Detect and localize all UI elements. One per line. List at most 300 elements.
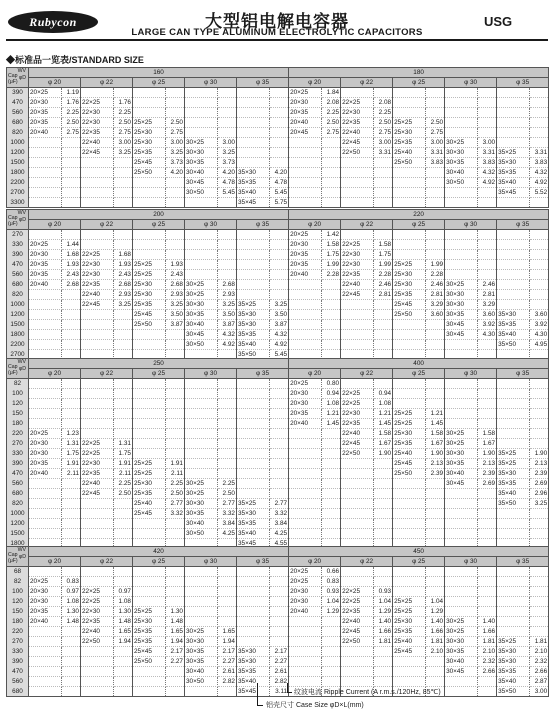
- case-size-cell: 25×25: [393, 409, 426, 419]
- case-size-cell: 20×30: [289, 597, 322, 607]
- ripple-current-cell: [478, 677, 497, 687]
- case-size-cell: [341, 230, 374, 240]
- ripple-current-cell: [114, 567, 133, 577]
- case-size-cell: [497, 88, 530, 98]
- ripple-current-cell: 2.32: [478, 657, 497, 667]
- case-size-cell: [185, 449, 218, 459]
- case-size-cell: 30×25: [185, 290, 218, 300]
- table-row: [7, 607, 549, 617]
- case-size-cell: [133, 429, 166, 439]
- ripple-current-cell: 3.60: [478, 310, 497, 320]
- ripple-current-cell: 0.83: [62, 577, 81, 587]
- ripple-current-cell: 3.31: [374, 148, 393, 158]
- case-size-cell: [29, 168, 62, 178]
- ripple-current-cell: [62, 168, 81, 178]
- ripple-current-cell: [270, 577, 289, 587]
- case-size-cell: [237, 270, 270, 280]
- capacitance-cell: 120: [7, 399, 29, 409]
- ripple-current-cell: [270, 429, 289, 439]
- diameter-header: φ 22: [81, 557, 133, 567]
- diameter-header: φ 22: [81, 369, 133, 379]
- ripple-current-cell: 1.45: [374, 419, 393, 429]
- capacitance-cell: 220: [7, 627, 29, 637]
- case-size-cell: [237, 489, 270, 499]
- case-size-cell: 30×25: [185, 280, 218, 290]
- ripple-current-cell: [218, 607, 237, 617]
- case-size-cell: [289, 529, 322, 539]
- ripple-current-cell: 1.99: [322, 260, 341, 270]
- ripple-current-cell: [374, 340, 393, 350]
- ripple-current-cell: 2.75: [374, 128, 393, 138]
- case-size-cell: 25×35: [133, 637, 166, 647]
- case-size-cell: 25×45: [393, 459, 426, 469]
- table-row: [7, 188, 549, 198]
- ripple-current-cell: [322, 168, 341, 178]
- ripple-current-cell: [322, 178, 341, 188]
- ripple-current-cell: [62, 499, 81, 509]
- ripple-current-cell: [218, 389, 237, 399]
- case-size-cell: 25×25: [133, 270, 166, 280]
- ripple-current-cell: 2.25: [114, 108, 133, 118]
- case-size-cell: [497, 419, 530, 429]
- diameter-header: φ 25: [393, 78, 445, 88]
- ripple-current-cell: [114, 379, 133, 389]
- ripple-current-cell: [530, 138, 549, 148]
- ripple-current-cell: [374, 677, 393, 687]
- ripple-current-cell: 2.50: [114, 489, 133, 499]
- case-size-cell: [29, 300, 62, 310]
- diameter-header: φ 20: [29, 78, 81, 88]
- ripple-current-cell: [322, 449, 341, 459]
- diameter-header: φ 20: [29, 220, 81, 230]
- case-size-cell: 30×40: [445, 168, 478, 178]
- case-size-cell: [289, 280, 322, 290]
- ripple-current-cell: [62, 567, 81, 577]
- ripple-current-cell: [530, 617, 549, 627]
- ripple-current-cell: [270, 379, 289, 389]
- case-size-cell: 22×35: [81, 469, 114, 479]
- capacitance-cell: 120: [7, 597, 29, 607]
- case-size-cell: [237, 389, 270, 399]
- case-size-cell: [133, 188, 166, 198]
- table-row: [7, 280, 549, 290]
- ripple-current-cell: [218, 98, 237, 108]
- case-size-cell: [185, 439, 218, 449]
- table-row: [7, 419, 549, 429]
- ripple-current-cell: [62, 647, 81, 657]
- ripple-current-cell: 5.75: [270, 198, 289, 208]
- ripple-current-cell: 1.75: [114, 449, 133, 459]
- ripple-current-cell: 2.25: [322, 108, 341, 118]
- ripple-current-cell: 1.08: [62, 597, 81, 607]
- table-row: [7, 128, 549, 138]
- corner-uf: (μF): [8, 79, 18, 85]
- case-size-cell: [185, 587, 218, 597]
- ripple-current-cell: [478, 567, 497, 577]
- case-size-cell: [393, 108, 426, 118]
- case-size-cell: [185, 607, 218, 617]
- voltage-header-row: [7, 359, 549, 369]
- case-size-cell: 25×45: [393, 300, 426, 310]
- case-size-cell: 30×25: [185, 489, 218, 499]
- case-size-cell: 35×40: [237, 529, 270, 539]
- case-size-cell: [81, 330, 114, 340]
- case-size-cell: [289, 677, 322, 687]
- capacitance-cell: 150: [7, 409, 29, 419]
- diameter-header: φ 22: [341, 78, 393, 88]
- ripple-current-cell: [322, 509, 341, 519]
- case-size-cell: [497, 509, 530, 519]
- ripple-current-cell: [322, 158, 341, 168]
- case-size-cell: [185, 250, 218, 260]
- case-size-cell: 20×35: [29, 607, 62, 617]
- ripple-current-cell: 0.97: [62, 587, 81, 597]
- ripple-current-cell: 1.76: [114, 98, 133, 108]
- voltage-header-row: [7, 210, 549, 220]
- case-size-cell: 25×50: [133, 320, 166, 330]
- ripple-current-cell: [166, 567, 185, 577]
- diameter-header: φ 35: [237, 220, 289, 230]
- ripple-current-cell: [530, 399, 549, 409]
- ripple-current-cell: [270, 489, 289, 499]
- case-size-cell: [497, 280, 530, 290]
- ripple-current-cell: [530, 260, 549, 270]
- ripple-current-cell: [478, 240, 497, 250]
- table-row: [7, 240, 549, 250]
- ripple-current-cell: [530, 230, 549, 240]
- ripple-current-cell: 2.87: [530, 677, 549, 687]
- ripple-current-cell: 2.75: [114, 128, 133, 138]
- ripple-current-cell: [374, 509, 393, 519]
- case-size-cell: 30×50: [185, 677, 218, 687]
- case-size-cell: [341, 198, 374, 208]
- ripple-current-cell: 4.55: [270, 539, 289, 549]
- ripple-current-cell: [530, 587, 549, 597]
- ripple-current-cell: [62, 310, 81, 320]
- ripple-current-cell: [114, 88, 133, 98]
- case-size-cell: [289, 300, 322, 310]
- legend-ripple: 纹波电流 Ripple Current (A r.m.s./120Hz, 85℃): [294, 689, 441, 696]
- capacitance-cell: 680: [7, 118, 29, 128]
- ripple-current-cell: [166, 330, 185, 340]
- ripple-current-cell: [322, 519, 341, 529]
- ripple-current-cell: 4.95: [530, 340, 549, 350]
- ripple-current-cell: 1.48: [114, 617, 133, 627]
- case-size-cell: [497, 597, 530, 607]
- corner-phi: φD: [18, 554, 26, 560]
- case-size-cell: [237, 627, 270, 637]
- case-size-cell: 25×30: [393, 429, 426, 439]
- ripple-current-cell: 1.58: [478, 429, 497, 439]
- case-size-cell: [81, 667, 114, 677]
- case-size-cell: 25×30: [133, 280, 166, 290]
- case-size-cell: [445, 98, 478, 108]
- case-size-cell: [133, 587, 166, 597]
- diameter-header: φ 20: [289, 369, 341, 379]
- ripple-current-cell: 1.45: [322, 419, 341, 429]
- case-size-cell: [445, 340, 478, 350]
- ripple-current-cell: 4.78: [270, 178, 289, 188]
- ripple-current-cell: 2.82: [218, 677, 237, 687]
- case-size-cell: [289, 647, 322, 657]
- ripple-current-cell: [426, 577, 445, 587]
- case-size-cell: [29, 188, 62, 198]
- case-size-cell: 22×40: [341, 617, 374, 627]
- case-size-cell: 22×25: [81, 597, 114, 607]
- case-size-cell: [497, 118, 530, 128]
- case-size-cell: [185, 198, 218, 208]
- ripple-current-cell: 3.50: [166, 310, 185, 320]
- case-size-cell: [445, 519, 478, 529]
- corner-wv: WV: [17, 68, 26, 74]
- ripple-current-cell: [270, 240, 289, 250]
- ripple-current-cell: 1.75: [374, 250, 393, 260]
- capacitance-cell: 390: [7, 459, 29, 469]
- capacitance-cell: 560: [7, 270, 29, 280]
- case-size-cell: [29, 657, 62, 667]
- capacitance-cell: 560: [7, 108, 29, 118]
- case-size-cell: [341, 647, 374, 657]
- case-size-cell: [29, 567, 62, 577]
- ripple-current-cell: 1.94: [218, 637, 237, 647]
- ripple-current-cell: [530, 627, 549, 637]
- ripple-current-cell: 1.94: [166, 637, 185, 647]
- case-size-cell: 30×30: [445, 148, 478, 158]
- case-size-cell: 25×30: [133, 138, 166, 148]
- ripple-current-cell: 2.50: [322, 118, 341, 128]
- ripple-current-cell: 2.75: [426, 128, 445, 138]
- table-row: [7, 499, 549, 509]
- case-size-cell: 22×30: [81, 108, 114, 118]
- case-size-cell: 25×25: [393, 419, 426, 429]
- ripple-current-cell: [62, 340, 81, 350]
- ripple-current-cell: 1.29: [426, 607, 445, 617]
- ripple-current-cell: 2.50: [426, 118, 445, 128]
- ripple-current-cell: [218, 108, 237, 118]
- ripple-current-cell: 2.61: [270, 667, 289, 677]
- case-size-cell: [497, 290, 530, 300]
- case-size-cell: 22×40: [81, 627, 114, 637]
- ripple-current-cell: 2.96: [530, 489, 549, 499]
- case-size-cell: 22×45: [341, 290, 374, 300]
- ripple-current-cell: [374, 567, 393, 577]
- ripple-current-cell: 3.25: [530, 499, 549, 509]
- case-size-cell: 35×30: [237, 320, 270, 330]
- capacitance-cell: 470: [7, 260, 29, 270]
- ripple-current-cell: [426, 88, 445, 98]
- ripple-current-cell: [374, 469, 393, 479]
- case-size-cell: [29, 479, 62, 489]
- ripple-current-cell: [270, 260, 289, 270]
- case-size-cell: [497, 399, 530, 409]
- case-size-cell: [237, 567, 270, 577]
- ripple-current-cell: [374, 178, 393, 188]
- ripple-current-cell: 1.81: [530, 637, 549, 647]
- ripple-current-cell: 2.27: [270, 657, 289, 667]
- case-size-cell: [341, 310, 374, 320]
- ripple-current-cell: [62, 399, 81, 409]
- case-size-cell: [393, 519, 426, 529]
- ripple-current-cell: [530, 379, 549, 389]
- table-row: [7, 577, 549, 587]
- case-size-cell: 30×25: [185, 138, 218, 148]
- case-size-cell: [185, 270, 218, 280]
- ripple-current-cell: [478, 399, 497, 409]
- ripple-current-cell: [270, 469, 289, 479]
- ripple-current-cell: 3.87: [218, 320, 237, 330]
- case-size-cell: [497, 128, 530, 138]
- ripple-current-cell: 1.21: [426, 409, 445, 419]
- spec-table-420-450: [6, 546, 548, 697]
- case-size-cell: [341, 459, 374, 469]
- capacitance-cell: 82: [7, 379, 29, 389]
- case-size-cell: 22×30: [81, 459, 114, 469]
- case-size-cell: 30×30: [445, 300, 478, 310]
- ripple-current-cell: 2.28: [374, 270, 393, 280]
- ripple-current-cell: [530, 240, 549, 250]
- ripple-current-cell: [270, 280, 289, 290]
- case-size-cell: [497, 389, 530, 399]
- ripple-current-cell: 1.66: [426, 627, 445, 637]
- ripple-current-cell: [530, 429, 549, 439]
- case-size-cell: 22×50: [341, 637, 374, 647]
- capacitance-cell: 270: [7, 439, 29, 449]
- case-size-cell: [185, 260, 218, 270]
- ripple-current-cell: [530, 98, 549, 108]
- case-size-cell: [497, 300, 530, 310]
- case-size-cell: 25×35: [393, 138, 426, 148]
- ripple-current-cell: 2.25: [166, 479, 185, 489]
- case-size-cell: 30×40: [445, 657, 478, 667]
- ripple-current-cell: [530, 529, 549, 539]
- ripple-current-cell: [322, 499, 341, 509]
- case-size-cell: 22×25: [341, 587, 374, 597]
- ripple-current-cell: 1.40: [426, 617, 445, 627]
- case-size-cell: [133, 577, 166, 587]
- ripple-current-cell: 1.48: [166, 617, 185, 627]
- ripple-current-cell: [270, 118, 289, 128]
- ripple-current-cell: 3.00: [166, 138, 185, 148]
- case-size-cell: 30×25: [445, 280, 478, 290]
- case-size-cell: 30×45: [445, 479, 478, 489]
- case-size-cell: [29, 178, 62, 188]
- ripple-current-cell: [322, 310, 341, 320]
- ripple-current-cell: [218, 260, 237, 270]
- case-size-cell: [29, 379, 62, 389]
- case-size-cell: [237, 148, 270, 158]
- case-size-cell: [81, 379, 114, 389]
- case-size-cell: [497, 240, 530, 250]
- ripple-current-cell: 3.50: [218, 310, 237, 320]
- case-size-cell: [497, 138, 530, 148]
- ripple-current-cell: 4.92: [530, 178, 549, 188]
- diameter-header-row: [7, 557, 549, 567]
- case-size-cell: [497, 98, 530, 108]
- ripple-current-cell: 5.52: [530, 188, 549, 198]
- table-row: [7, 148, 549, 158]
- capacitance-cell: 1500: [7, 158, 29, 168]
- ripple-current-cell: [478, 270, 497, 280]
- capacitance-cell: 680: [7, 489, 29, 499]
- table-row: [7, 88, 549, 98]
- ripple-current-cell: [530, 108, 549, 118]
- ripple-current-cell: 2.08: [374, 98, 393, 108]
- diameter-header: φ 35: [497, 557, 549, 567]
- table-row: [7, 617, 549, 627]
- ripple-current-cell: [166, 379, 185, 389]
- case-size-cell: [185, 240, 218, 250]
- ripple-current-cell: 1.67: [478, 439, 497, 449]
- ripple-current-cell: 1.76: [62, 98, 81, 108]
- case-size-cell: [497, 607, 530, 617]
- capacitance-cell: 470: [7, 667, 29, 677]
- ripple-current-cell: [374, 489, 393, 499]
- ripple-current-cell: [374, 230, 393, 240]
- ripple-current-cell: [426, 587, 445, 597]
- ripple-current-cell: 1.67: [374, 439, 393, 449]
- ripple-current-cell: [166, 667, 185, 677]
- case-size-cell: 30×30: [185, 300, 218, 310]
- ripple-current-cell: [218, 128, 237, 138]
- case-size-cell: [81, 409, 114, 419]
- ripple-current-cell: [374, 198, 393, 208]
- case-size-cell: 22×40: [341, 128, 374, 138]
- case-size-cell: [237, 429, 270, 439]
- table-row: [7, 657, 549, 667]
- ripple-current-cell: 1.90: [530, 449, 549, 459]
- case-size-cell: [29, 230, 62, 240]
- ripple-current-cell: 2.10: [530, 647, 549, 657]
- case-size-cell: [133, 449, 166, 459]
- case-size-cell: 30×45: [185, 178, 218, 188]
- case-size-cell: [497, 617, 530, 627]
- table-row: [7, 469, 549, 479]
- ripple-current-cell: [478, 607, 497, 617]
- table-row: [7, 320, 549, 330]
- case-size-cell: [237, 240, 270, 250]
- capacitance-cell: 390: [7, 657, 29, 667]
- diameter-header: φ 22: [81, 220, 133, 230]
- case-size-cell: [29, 647, 62, 657]
- case-size-cell: 22×30: [341, 409, 374, 419]
- table-row: [7, 509, 549, 519]
- ripple-current-cell: [322, 637, 341, 647]
- case-size-cell: [29, 320, 62, 330]
- ripple-current-cell: [374, 657, 393, 667]
- ripple-current-cell: 3.00: [374, 138, 393, 148]
- case-size-cell: [133, 409, 166, 419]
- legend-pointer-ripple: [287, 683, 288, 692]
- case-size-cell: [29, 138, 62, 148]
- ripple-current-cell: 2.93: [114, 290, 133, 300]
- ripple-current-cell: 2.17: [218, 647, 237, 657]
- ripple-current-cell: 2.46: [426, 280, 445, 290]
- ripple-current-cell: 2.50: [166, 118, 185, 128]
- case-size-cell: [445, 240, 478, 250]
- ripple-current-cell: 3.83: [478, 158, 497, 168]
- capacitance-cell: 1200: [7, 310, 29, 320]
- ripple-current-cell: [478, 489, 497, 499]
- case-size-cell: [445, 399, 478, 409]
- ripple-current-cell: [166, 88, 185, 98]
- ripple-current-cell: [62, 138, 81, 148]
- ripple-current-cell: [426, 330, 445, 340]
- ripple-current-cell: [322, 429, 341, 439]
- ripple-current-cell: 1.66: [478, 627, 497, 637]
- table-row: [7, 178, 549, 188]
- case-size-cell: 20×30: [29, 439, 62, 449]
- capacitance-cell: 2700: [7, 350, 29, 360]
